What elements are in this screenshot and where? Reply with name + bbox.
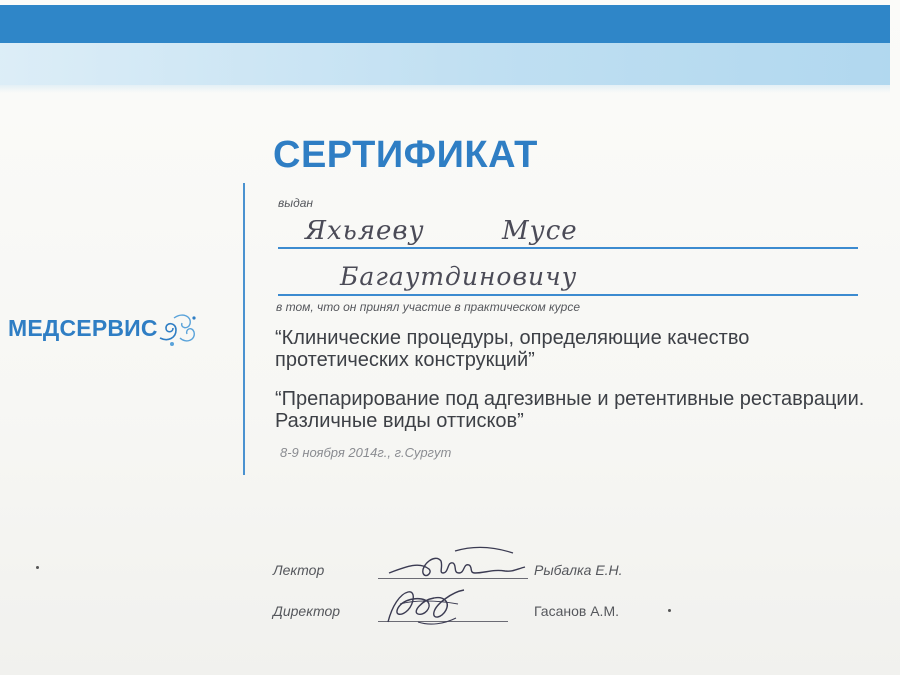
recipient-surname: Яхьяеву xyxy=(305,216,425,246)
speck-mark xyxy=(36,566,39,569)
course-title-1: “Клинические процедуры, определяющие качество протетических конструкций” xyxy=(275,327,750,371)
course-title-2: “Препарирование под адгезивные и ретентивные реставрации. Различные виды оттисков” xyxy=(275,388,865,432)
recipient-patronymic: Багаутдиновичу xyxy=(340,262,578,291)
recipient-underline-2 xyxy=(278,294,858,296)
speck-mark xyxy=(668,609,671,612)
issued-label: выдан xyxy=(278,196,314,210)
medservis-logo xyxy=(8,306,200,350)
top-banner-dark xyxy=(0,5,890,43)
certificate-title: СЕРТИФИКАТ xyxy=(273,134,538,176)
lector-name: Рыбалка Е.Н. xyxy=(534,562,623,578)
recipient-first-name: Мусе xyxy=(502,216,578,246)
vertical-divider xyxy=(243,183,245,475)
top-banner-light xyxy=(0,43,890,85)
date-place: 8-9 ноября 2014г., г.Сургут xyxy=(280,445,452,460)
recipient-underline-1 xyxy=(278,247,858,249)
lector-signature-icon xyxy=(385,543,535,585)
director-name: Гасанов А.М. xyxy=(534,603,619,619)
swirl-ornament-icon xyxy=(154,308,200,350)
participation-text: в том, что он принял участие в практическом курсе xyxy=(276,300,581,314)
logo-text: МЕДСЕРВИС xyxy=(8,314,158,341)
director-signature-icon xyxy=(378,582,473,632)
lector-label: Лектор xyxy=(273,562,325,578)
director-label: Директор xyxy=(273,603,341,619)
top-banner-fade xyxy=(0,85,890,93)
